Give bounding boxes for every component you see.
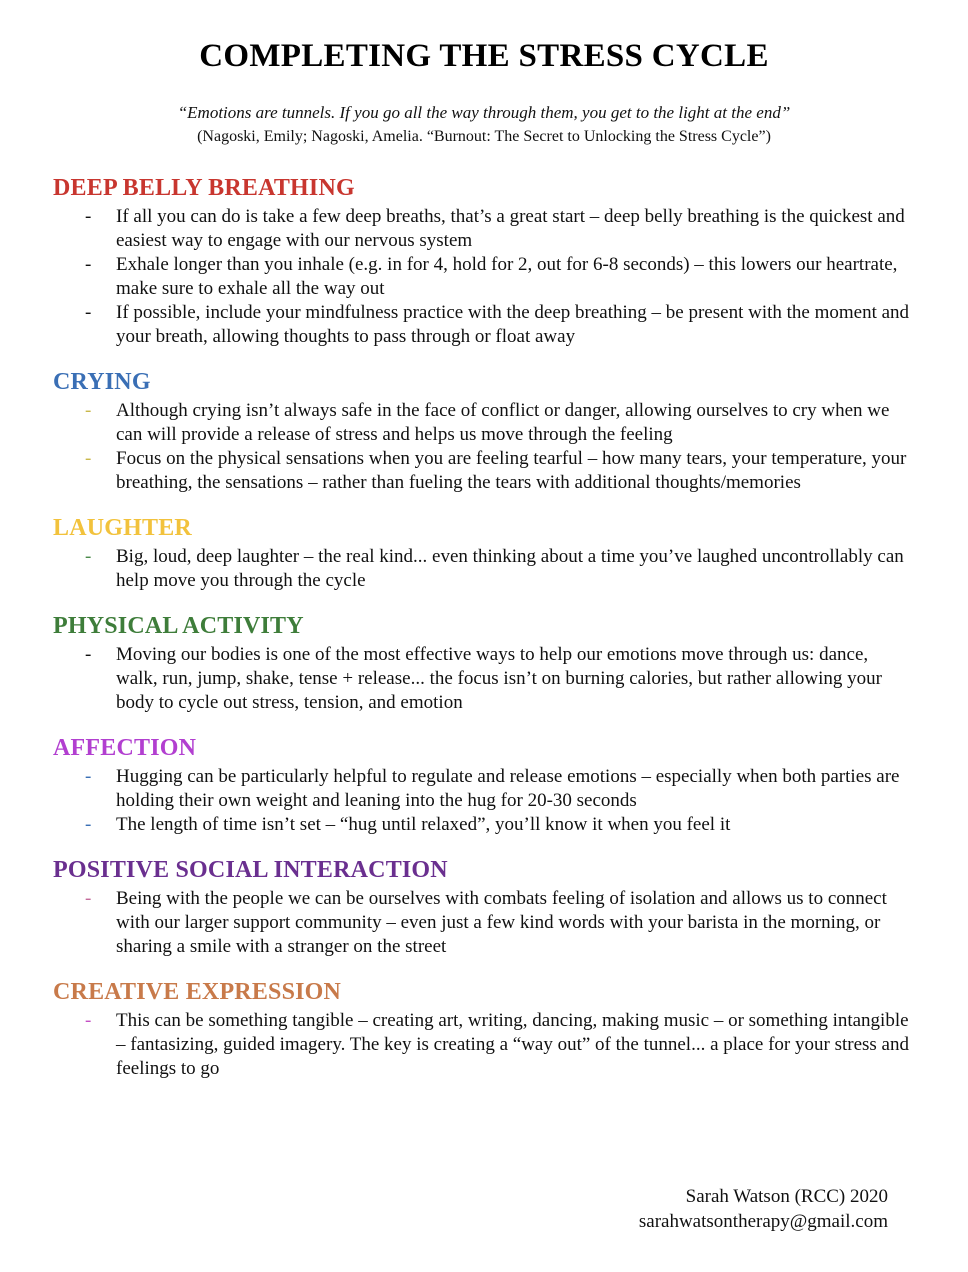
dash-bullet-icon: - xyxy=(85,254,92,275)
list-item-text: Hugging can be particularly helpful to regulate and release emotions – especially when both parties are holding their own weight and leaning into the hug for 20-30 seconds xyxy=(116,766,900,811)
section xyxy=(53,732,913,837)
section-heading: LAUGHTER xyxy=(53,515,192,541)
page-title: COMPLETING THE STRESS CYCLE xyxy=(199,38,769,74)
list-item xyxy=(53,253,913,301)
sections-list xyxy=(53,172,913,1098)
section-heading: CREATIVE EXPRESSION xyxy=(53,979,342,1005)
list-item-text: Although crying isn’t always safe in the face of conflict or danger, allowing ourselves to cry when we can will provide a release of stress and helps us move through the feeling xyxy=(116,400,890,445)
bullet-list xyxy=(53,765,913,837)
dash-bullet-icon: - xyxy=(85,302,92,323)
list-item-text: If all you can do is take a few deep breaths, that’s a great start – deep belly breathing is the quickest and easiest way to engage with our nervous system xyxy=(116,206,905,251)
dash-bullet-icon: - xyxy=(85,448,92,469)
section-heading: CRYING xyxy=(53,369,151,395)
list-item xyxy=(53,545,913,593)
list-item-text: The length of time isn’t set – “hug until relaxed”, you’ll know it when you feel it xyxy=(116,814,731,835)
list-item xyxy=(53,399,913,447)
list-item xyxy=(53,643,913,715)
section xyxy=(53,366,913,495)
section-heading: PHYSICAL ACTIVITY xyxy=(53,613,304,639)
list-item-text: If possible, include your mindfulness practice with the deep breathing – be present with the moment and your breath, allowing thoughts to pass through or float away xyxy=(116,302,910,347)
section-heading: POSITIVE SOCIAL INTERACTION xyxy=(53,857,448,883)
list-item xyxy=(53,813,913,837)
bullet-list xyxy=(53,399,913,495)
dash-bullet-icon: - xyxy=(85,400,92,421)
opening-quote: “Emotions are tunnels. If you go all the way through them, you get to the light at the end” xyxy=(177,103,791,122)
bullet-list xyxy=(53,1009,913,1081)
dash-bullet-icon: - xyxy=(85,546,92,567)
section-heading: DEEP BELLY BREATHING xyxy=(53,175,355,201)
quote-citation: (Nagoski, Emily; Nagoski, Amelia. “Burnout: The Secret to Unlocking the Stress Cycle”) xyxy=(197,128,771,145)
list-item xyxy=(53,1009,913,1081)
list-item xyxy=(53,887,913,959)
list-item xyxy=(53,205,913,253)
section xyxy=(53,854,913,959)
list-item-text: Exhale longer than you inhale (e.g. in for 4, hold for 2, out for 6-8 seconds) – this lowers our heartrate, make sure to exhale all the way out xyxy=(116,254,898,299)
list-item-text: Moving our bodies is one of the most effective ways to help our emotions move through us: dance, walk, run, jump, shake, tense + release... the focus isn’t on burning calories, but rather allowing your body to cycle out stress, tension, and emotion xyxy=(116,644,882,713)
dash-bullet-icon: - xyxy=(85,1010,92,1031)
footer xyxy=(639,1184,888,1234)
bullet-list xyxy=(53,205,913,349)
list-item-text: Being with the people we can be ourselves with combats feeling of isolation and allows us to connect with our larger support community – even just a few kind words with your barista in the morning, or sharing a smile with a stranger on the street xyxy=(116,888,887,957)
list-item-text: Big, loud, deep laughter – the real kind... even thinking about a time you’ve laughed uncontrollably can help move you through the cycle xyxy=(116,546,904,591)
list-item-text: This can be something tangible – creating art, writing, dancing, making music – or something intangible – fantasizing, guided imagery. The key is creating a “way out” of the tunnel... a place for your stress and feelings to go xyxy=(116,1010,909,1079)
list-item-text: Focus on the physical sensations when you are feeling tearful – how many tears, your temperature, your breathing, the sensations – rather than fueling the tears with additional thoughts/memories xyxy=(116,448,907,493)
dash-bullet-icon: - xyxy=(85,814,92,835)
list-item xyxy=(53,765,913,813)
bullet-list xyxy=(53,643,913,715)
section xyxy=(53,172,913,349)
section xyxy=(53,976,913,1081)
dash-bullet-icon: - xyxy=(85,644,92,665)
dash-bullet-icon: - xyxy=(85,766,92,787)
section xyxy=(53,610,913,715)
section xyxy=(53,512,913,593)
list-item xyxy=(53,301,913,349)
footer-email[interactable]: sarahwatsontherapy@gmail.com xyxy=(638,1211,888,1232)
dash-bullet-icon: - xyxy=(85,206,92,227)
section-heading: AFFECTION xyxy=(53,735,197,761)
bullet-list xyxy=(53,545,913,593)
footer-author: Sarah Watson (RCC) 2020 xyxy=(685,1186,888,1207)
list-item xyxy=(53,447,913,495)
bullet-list xyxy=(53,887,913,959)
dash-bullet-icon: - xyxy=(85,888,92,909)
